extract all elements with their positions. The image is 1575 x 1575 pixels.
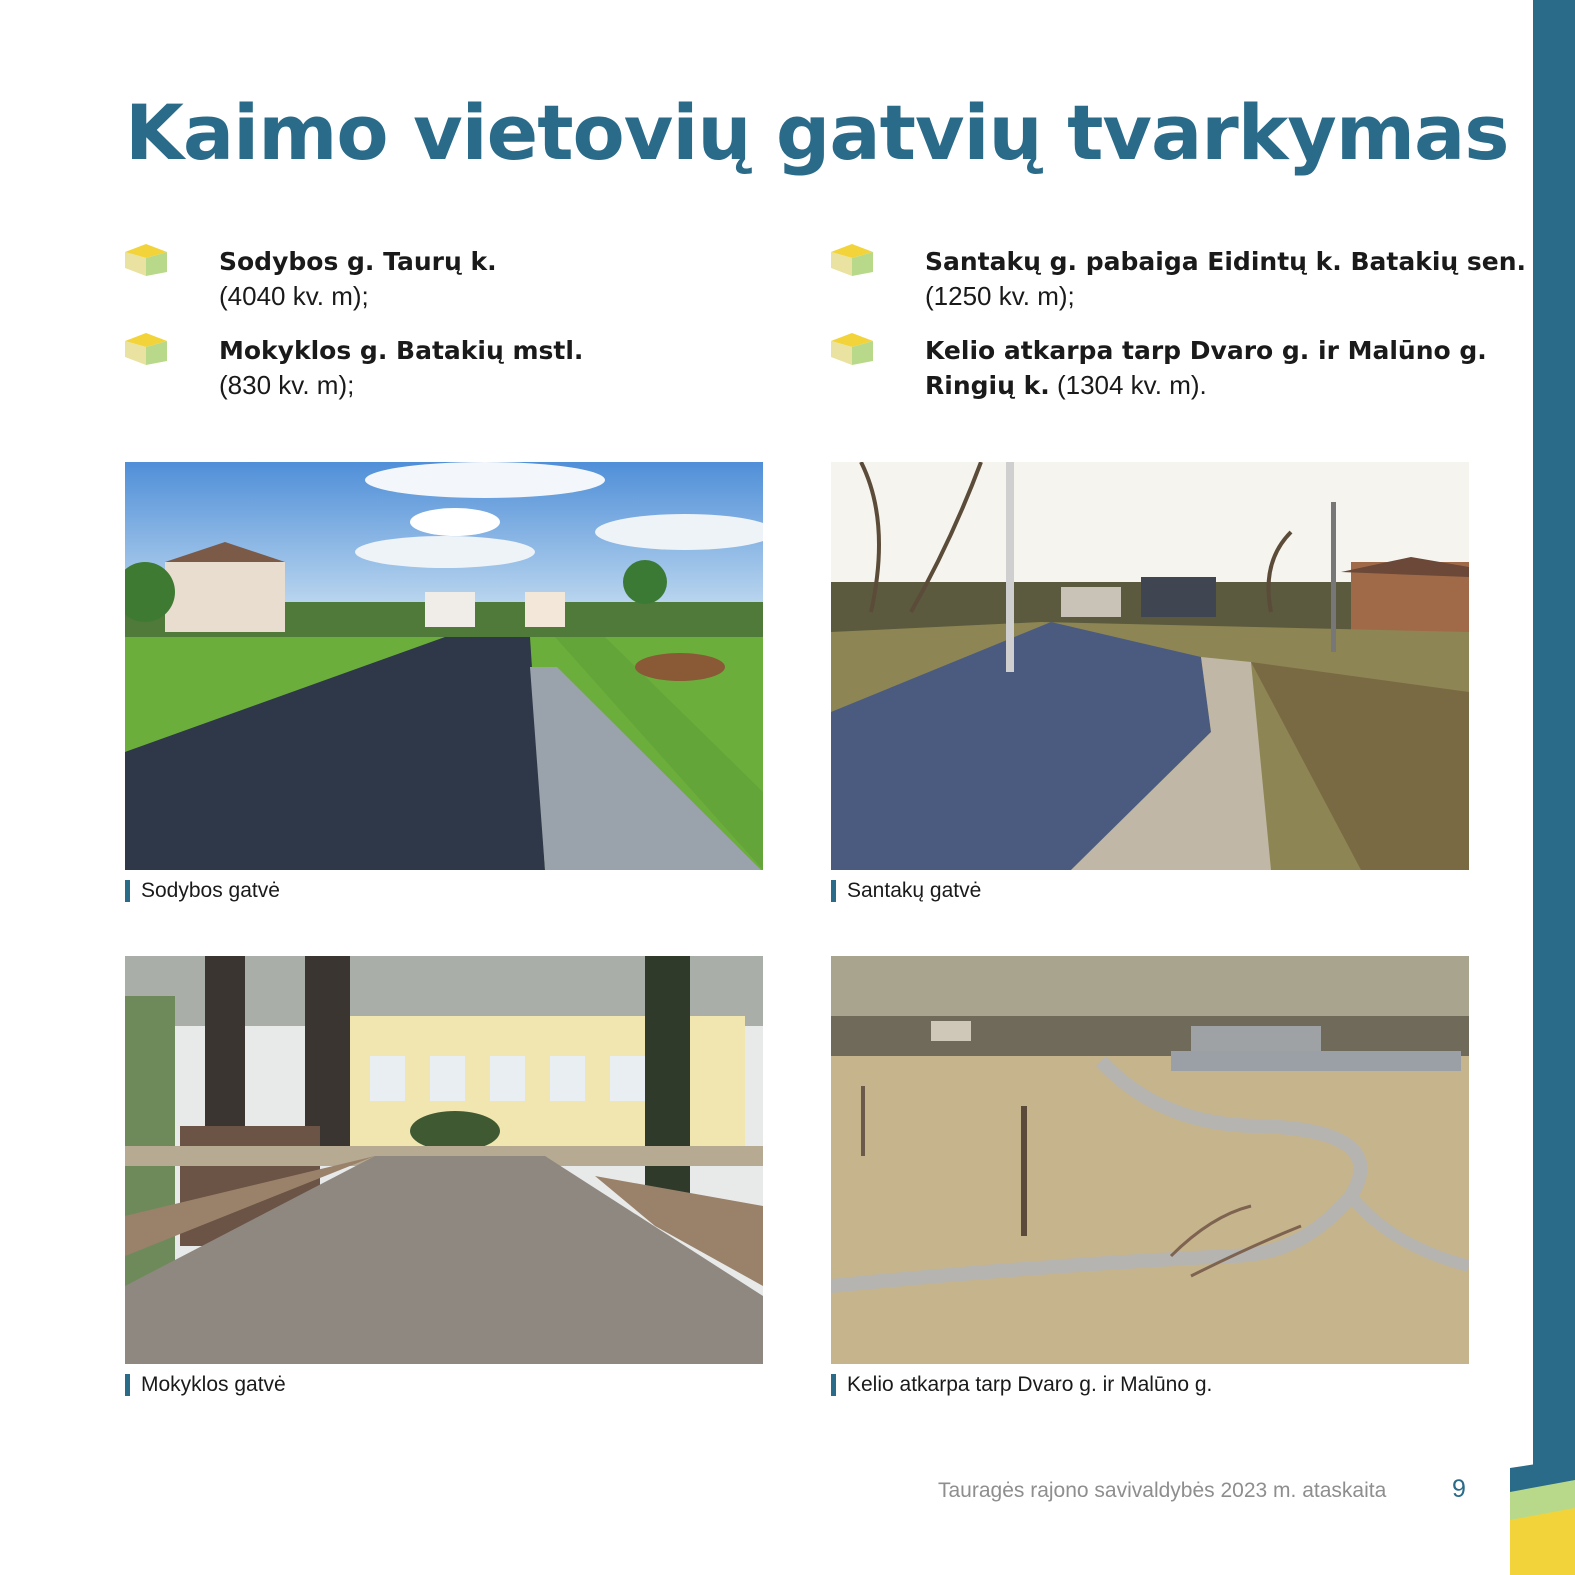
corner-decoration — [1510, 1458, 1575, 1575]
photo-caption: Mokyklos gatvė — [125, 1372, 286, 1398]
photo-santaku-street — [831, 462, 1469, 870]
cube-icon — [125, 244, 167, 280]
photo-sodybos-street — [125, 462, 763, 870]
page-title: Kaimo vietovių gatvių tvarkymas — [125, 88, 1509, 177]
bullet-detail: (830 kv. m); — [219, 370, 355, 400]
bullet-name: Sodybos g. Taurų k. — [219, 247, 497, 276]
photo-mokyklos-street — [125, 956, 763, 1364]
photo-kelio-atkarpa-road — [831, 956, 1469, 1364]
photo-caption: Kelio atkarpa tarp Dvaro g. ir Malūno g. — [831, 1372, 1212, 1398]
bullet-detail: (1304 kv. m). — [1056, 370, 1207, 400]
bullet-name-line2: Ringių k. — [925, 371, 1050, 400]
cube-icon — [831, 244, 873, 280]
photo-caption: Sodybos gatvė — [125, 878, 280, 904]
cube-icon — [831, 333, 873, 369]
photo-caption: Santakų gatvė — [831, 878, 981, 904]
bullet-name: Kelio atkarpa tarp Dvaro g. ir Malūno g. — [925, 336, 1487, 365]
page-number: 9 — [1452, 1475, 1466, 1503]
bullet-detail: (1250 kv. m); — [925, 281, 1075, 311]
bullet-detail: (4040 kv. m); — [219, 281, 369, 311]
bullet-name: Mokyklos g. Batakių mstl. — [219, 336, 584, 365]
footer-report-title: Tauragės rajono savivaldybės 2023 m. ataskaita — [938, 1479, 1387, 1502]
bullet-name: Santakų g. pabaiga Eidintų k. Batakių sen. — [925, 247, 1527, 276]
cube-icon — [125, 333, 167, 369]
side-accent-bar — [1533, 0, 1575, 1575]
